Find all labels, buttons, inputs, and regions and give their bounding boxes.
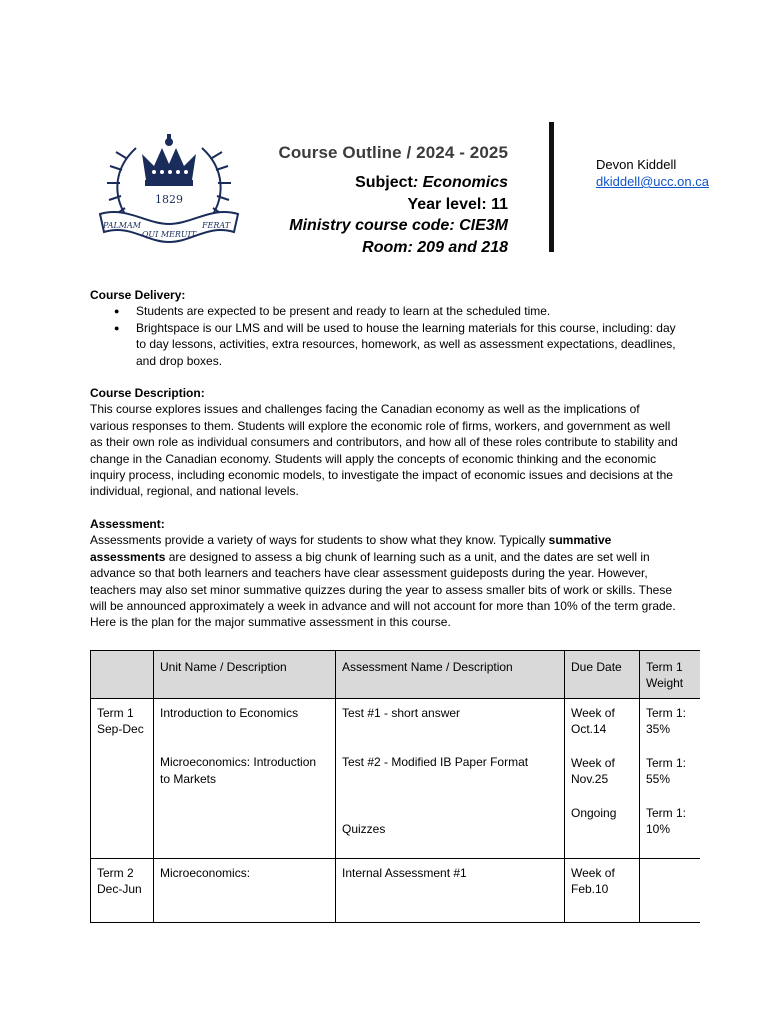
due-date: Week of Oct.14 (571, 706, 615, 737)
year-level: Year level: 11 (407, 195, 508, 213)
crest-year: 1829 (155, 193, 183, 206)
document-body (90, 287, 680, 631)
assessment-heading: Assessment: (90, 516, 165, 531)
table-header-cell (91, 651, 154, 699)
table-header-cell: Unit Name / Description (154, 651, 336, 699)
subject-value: : Economics (412, 174, 508, 191)
course-outline-title: Course Outline / 2024 - 2025 (278, 143, 508, 162)
course-delivery-list (90, 303, 680, 369)
subject-line (268, 172, 508, 194)
assessment-name: Quizzes (342, 821, 386, 836)
ministry-code-text: Ministry course code: CIE3M (289, 217, 508, 234)
table-cell-due (565, 699, 640, 859)
table-header-cell: Due Date (565, 651, 640, 699)
room-text: Room: 209 and 218 (362, 238, 508, 256)
table-header-row (91, 651, 701, 699)
course-description-text: This course explores issues and challenges facing the Canadian economy as well as the implications of various responses to them. Students will explore the economic role of firms, workers, and government as well as their own role as individual consumers and contributors, and how all of these roles contribute to stability and change in the Canadian economy. Students will apply the concepts of economic thinking and the economic inquiry process, including economic models, to investigate the impact of economic issues and decisions at the individual, regional, and national levels. (90, 402, 678, 499)
due-date: Week of Nov.25 (571, 755, 615, 787)
teacher-name: Devon Kiddell (596, 157, 677, 172)
table-header-cell: Term 1 Weight (640, 651, 701, 699)
teacher-contact (596, 156, 709, 190)
unit-name: Microeconomics: Introduction to Markets (160, 755, 317, 786)
unit-name: Introduction to Economics (160, 706, 299, 720)
weight: Term 1: 55% (646, 755, 687, 787)
assessment-text (90, 532, 680, 630)
table-row (91, 859, 701, 923)
crest-motto-bottom: QUI MERUIT (141, 230, 197, 239)
ministry-code (268, 215, 508, 237)
table-cell-weight (640, 699, 701, 859)
room (268, 237, 508, 259)
assessment-text-part: are designed to assess a big chunk of learning such as a unit, and the dates are set well in advance so that both learners and teachers have clear assessment guideposts during the year. However, teachers may also set minor summative quizzes during the year to assess smaller bits of work or skills. These will be announced approximately a week in advance and will not account for more than 10% of the term grade. Here is the plan for the major summative assessment in this course. (90, 549, 676, 630)
table-cell-term: Term 2 Dec-Jun (91, 859, 154, 923)
assessment-text-bold: summative assessments (90, 533, 612, 564)
table-cell-weight (640, 859, 701, 923)
assessment-text-part: Assessments provide a variety of ways for students to show what they know. Typically (90, 533, 549, 548)
list-item: ● Brightspace is our LMS and will be used to house the learning materials for this course, including: day to day lessons, activities, extra resources, homework, as well as assessment expectations, deadlines, and drop boxes. (136, 320, 680, 369)
table-row (91, 699, 701, 859)
table-cell-assessment (336, 699, 565, 859)
table-cell-assessment: Internal Assessment #1 (336, 859, 565, 923)
table-cell-term: Term 1 Sep-Dec (91, 699, 154, 859)
course-description-heading: Course Description: (90, 386, 205, 401)
assessment-table (90, 650, 701, 923)
course-delivery-heading: Course Delivery: (90, 288, 186, 302)
crest-motto-left: PALMAM (103, 221, 141, 230)
table-cell-unit (154, 699, 336, 859)
subject-label: Subject (355, 174, 413, 191)
assessment-name: Test #1 - short answer (342, 706, 461, 720)
table-cell-unit: Microeconomics: (154, 859, 336, 923)
table-cell-due: Week of Feb.10 (565, 859, 640, 923)
page-edge-mask (700, 640, 768, 940)
school-crest-logo (96, 128, 242, 246)
list-item: ● Students are expected to be present and ready to learn at the scheduled time. (136, 303, 680, 319)
due-date: Ongoing (571, 805, 617, 820)
assessment-name: Test #2 - Modified IB Paper Format (342, 755, 529, 770)
course-header (268, 143, 508, 258)
teacher-email-link[interactable]: dkiddell@ucc.on.ca (596, 174, 709, 189)
weight: Term 1: 10% (646, 805, 687, 837)
weight: Term 1: 35% (646, 706, 687, 737)
table-header-cell: Assessment Name / Description (336, 651, 565, 699)
crest-motto-right: FERAT (201, 221, 231, 230)
header-divider (549, 122, 554, 252)
